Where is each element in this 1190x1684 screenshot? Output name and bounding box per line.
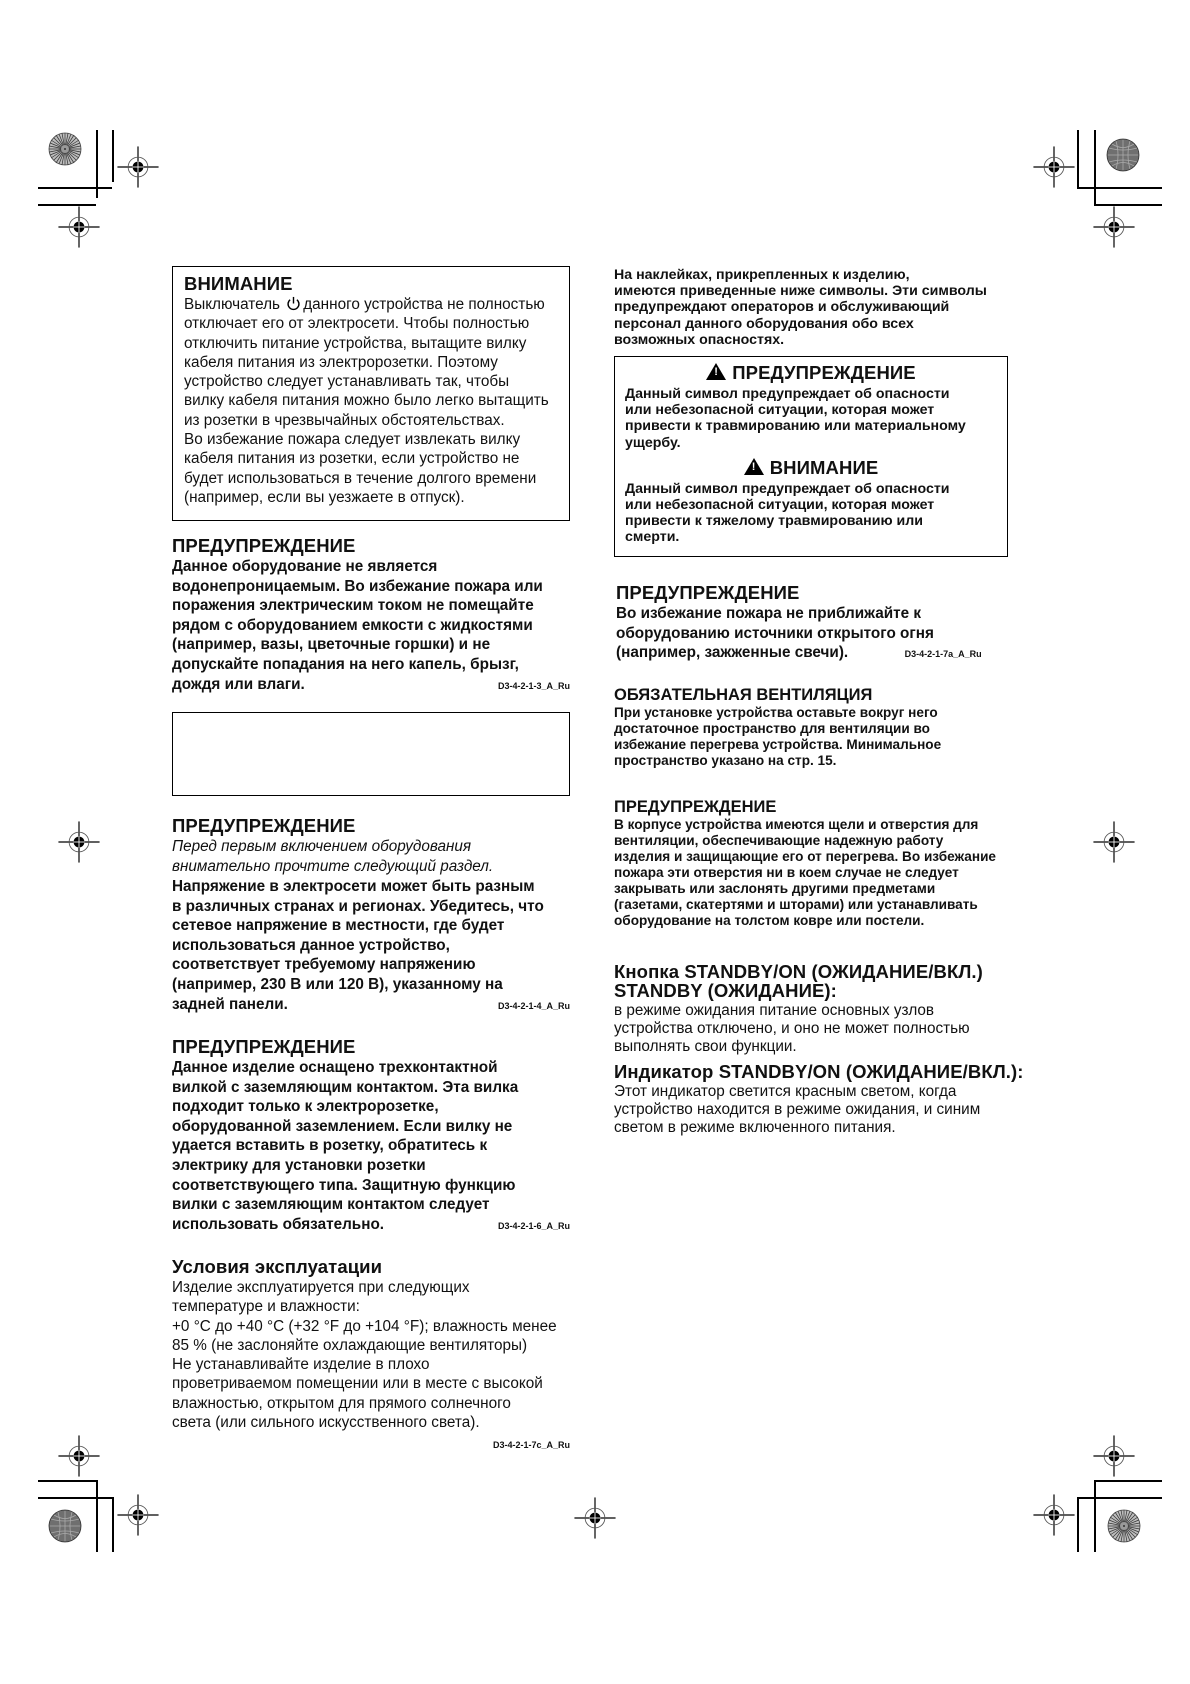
doc-code: D3-4-2-1-7c_A_Ru (492, 1440, 570, 1451)
caution-text-line: устройство следует устанавливать так, чтобы (184, 373, 510, 391)
section-title: ПРЕДУПРЕЖДЕНИЕ (614, 798, 777, 816)
intro-line: предупреждают операторов и обслуживающий (614, 299, 950, 316)
section-text-line: Этот индикатор светится красным светом, когда (614, 1083, 957, 1100)
caution-symbol-heading: !ВНИМАНИЕ (615, 457, 1007, 479)
section-text-line: допускайте попадания на него капель, брызг, (172, 655, 519, 673)
crop-mark (1094, 1480, 1096, 1552)
section-text-line: в различных странах и регионах. Убедитесь, что (172, 897, 544, 915)
section-text-line: достаточное пространство для вентиляции во (614, 721, 930, 736)
section-text-line: задней панели. (172, 995, 288, 1013)
intro-line: возможных опасностях. (614, 331, 785, 348)
symbol-text-line: Данный символ предупреждает об опасности (625, 480, 950, 497)
crosshair-registration-icon (571, 1494, 619, 1542)
symbol-text-line: привести к травмированию или материальному (625, 418, 966, 435)
crosshair-registration-icon (114, 143, 162, 191)
section-text-line: температуре и влажности: (172, 1298, 360, 1316)
section-text-line: поражения электрическим током не помещайте (172, 597, 534, 615)
starburst-target-icon (1107, 1509, 1141, 1543)
crosshair-registration-icon (55, 1432, 103, 1480)
crop-mark (1094, 130, 1096, 205)
standby-button-section (614, 962, 1044, 1056)
warning-triangle-icon (744, 458, 764, 475)
caution-text-line: отключить питание устройства, вытащите вилку (184, 334, 527, 352)
warning-voltage-section (172, 815, 570, 1014)
section-text-line: Во избежание пожара не приближайте к (616, 605, 922, 622)
caution-text-line: кабеля питания из розетки, если устройство не (184, 450, 520, 468)
crosshair-registration-icon (55, 818, 103, 866)
warning-symbol-heading: !ПРЕДУПРЕЖДЕНИЕ (615, 362, 1007, 384)
section-text-line: (например, вазы, цветочные горшки) и не (172, 636, 491, 654)
section-text-line: электрику для установки розетки (172, 1156, 426, 1174)
standby-indicator-section (614, 1061, 1054, 1137)
section-text-line: водонепроницаемым. Во избежание пожара или (172, 577, 543, 595)
section-text-line: При установке устройства оставьте вокруг него (614, 705, 938, 720)
crosshair-registration-icon (1090, 818, 1138, 866)
section-italic-line: Перед первым включением оборудования (172, 838, 472, 855)
caution-text-line: вилку кабеля питания можно было легко вытащить (184, 392, 549, 410)
warning-vents-section (614, 798, 1044, 929)
section-text-line: избежание перегрева устройства. Минимальное (614, 737, 942, 752)
section-text-line: (газетами, скатертями и шторами) или устанавливать (614, 897, 978, 912)
section-text-line: пространство указано на стр. 15. (614, 753, 837, 768)
crop-mark (38, 187, 112, 189)
operating-conditions-section (172, 1256, 570, 1453)
moire-target-icon (1106, 138, 1140, 172)
labels-intro (614, 267, 1034, 348)
section-subtitle: STANDBY (ОЖИДАНИЕ): (614, 980, 837, 1001)
symbol-text-line: привести к тяжелому травмированию или (625, 513, 923, 530)
section-text-line: использовать обязательно. (172, 1215, 385, 1233)
section-text-line: влажностью, открытом для прямого солнечного (172, 1394, 511, 1412)
section-text-line: сетевое напряжение в местности, где будет (172, 917, 505, 935)
section-text-line: света (или сильного искусственного света). (172, 1414, 480, 1432)
warning-plug-section (172, 1036, 570, 1234)
symbol-text-line: или небезопасной ситуации, которая может (625, 402, 935, 419)
section-text-line: 85 % (не заслоняйте охлаждающие вентиляторы) (172, 1336, 528, 1354)
crop-mark (38, 1497, 112, 1499)
crosshair-registration-icon (1090, 1432, 1138, 1480)
section-text-line: пожара эти отверстия ни в коем случае не следует (614, 865, 959, 880)
section-text-line: Данное оборудование не является (172, 558, 438, 575)
section-text-line: изделия и защищающие его от перегрева. Во избежание (614, 849, 996, 864)
starburst-target-icon (48, 132, 82, 166)
section-text-line: вентиляции, обеспечивающие надежную работу (614, 833, 944, 848)
section-text-line: вилкой с заземляющим контактом. Эта вилка (172, 1078, 519, 1096)
empty-box (172, 712, 570, 796)
section-text-line: оборудованию источники открытого огня (616, 624, 934, 642)
symbol-text-line: Данный символ предупреждает об опасности (625, 386, 950, 402)
caution-text-line: Во избежание пожара следует извлекать вилку (184, 431, 521, 449)
caution-text-line: будет использоваться в течение долгого времени (184, 469, 537, 487)
doc-code: D3-4-2-1-7a_A_Ru (904, 649, 982, 660)
intro-line: персонал данного оборудования обо всех (614, 315, 914, 332)
crop-mark (96, 1480, 98, 1552)
warning-triangle-icon (706, 363, 726, 380)
section-title: ОБЯЗАТЕЛЬНАЯ ВЕНТИЛЯЦИЯ (614, 686, 873, 704)
moire-target-icon (48, 1509, 82, 1543)
crop-mark (38, 1480, 96, 1482)
symbol-text-line: ущербу. (625, 434, 681, 451)
doc-code: D3-4-2-1-4_A_Ru (497, 1000, 570, 1011)
section-text-line: выполнять свои функции. (614, 1038, 797, 1055)
section-text-line: вилки с заземляющим контактом следует (172, 1196, 490, 1214)
symbol-text-line: или небезопасной ситуации, которая может (625, 497, 935, 514)
crosshair-registration-icon (1090, 203, 1138, 251)
caution-title: ВНИМАНИЕ (184, 273, 293, 294)
section-text-line: +0 °C до +40 °C (+32 °F до +104 °F); влажность менее (172, 1317, 557, 1335)
ventilation-section (614, 686, 1034, 769)
power-icon (286, 296, 301, 311)
section-text-line: в режиме ожидания питание основных узлов (614, 1002, 935, 1019)
section-text-line: Напряжение в электросети может быть разным (172, 878, 535, 895)
section-text-line: оборудованной заземлением. Если вилку не (172, 1117, 513, 1135)
section-text-line: светом в режиме включенного питания. (614, 1119, 896, 1136)
crop-mark (1077, 1497, 1162, 1499)
caution-text-line: из розетки в чрезвычайных обстоятельствах. (184, 411, 505, 429)
caution-text-line: отключает его от электросети. Чтобы полностью (184, 315, 530, 333)
section-title: Условия эксплуатации (172, 1256, 383, 1277)
symbols-box (614, 356, 1008, 557)
section-text-line: Не устанавливайте изделие в плохо (172, 1356, 430, 1374)
caution-text-line: кабеля питания из электророзетки. Поэтому (184, 353, 498, 371)
intro-line: имеются приведенные ниже символы. Эти символы (614, 283, 987, 300)
warning-fire-section (616, 582, 1016, 663)
doc-code: D3-4-2-1-3_A_Ru (497, 680, 570, 691)
warning-water-section (172, 535, 570, 694)
section-text-line: удается вставить в розетку, обратитесь к (172, 1137, 488, 1155)
section-text-line: В корпусе устройства имеются щели и отверстия для (614, 817, 979, 832)
section-title: ПРЕДУПРЕЖДЕНИЕ (172, 535, 356, 556)
section-text-line: устройство находится в режиме ожидания, и синим (614, 1101, 981, 1118)
section-text-line: подходит только к электророзетке, (172, 1098, 439, 1116)
section-text-line: устройства отключено, и оно не может полностью (614, 1020, 970, 1037)
section-text-line: закрывать или заслонять другими предметами (614, 881, 936, 896)
section-text-line: соответствующего типа. Защитную функцию (172, 1176, 516, 1194)
section-title: Кнопка STANDBY/ON (ОЖИДАНИЕ/ВКЛ.) (614, 961, 983, 982)
section-title: ПРЕДУПРЕЖДЕНИЕ (616, 582, 800, 603)
section-text-line: проветриваемом помещении или в месте с высокой (172, 1375, 543, 1393)
crop-mark (1094, 1480, 1162, 1482)
section-italic-line: внимательно прочтите следующий раздел. (172, 858, 494, 875)
caution-text-line: (например, если вы уезжаете в отпуск). (184, 488, 465, 506)
section-text-line: Изделие эксплуатируется при следующих (172, 1279, 470, 1296)
doc-code: D3-4-2-1-6_A_Ru (497, 1220, 570, 1231)
symbol-text-line: смерти. (625, 529, 680, 546)
crosshair-registration-icon (1030, 1491, 1078, 1539)
section-title: ПРЕДУПРЕЖДЕНИЕ (172, 815, 356, 836)
section-text-line: (например, 230 В или 120 В), указанному на (172, 975, 503, 993)
section-title: ПРЕДУПРЕЖДЕНИЕ (172, 1036, 356, 1057)
section-text-line: использоваться данное устройство, (172, 936, 450, 954)
intro-line: На наклейках, прикрепленных к изделию, (614, 267, 910, 283)
crop-mark (1077, 187, 1162, 189)
caution-line: Выключатель данного устройства не полностью (184, 296, 545, 313)
section-title: Индикатор STANDBY/ON (ОЖИДАНИЕ/ВКЛ.): (614, 1061, 1024, 1082)
crosshair-registration-icon (114, 1491, 162, 1539)
caution-box (172, 266, 570, 521)
section-text-line: дождя или влаги. (172, 675, 305, 693)
section-text-line: (например, зажженные свечи). (616, 644, 849, 662)
crosshair-registration-icon (1030, 143, 1078, 191)
section-text-line: оборудование на толстом ковре или постели. (614, 913, 925, 928)
section-text-line: соответствует требуемому напряжению (172, 956, 476, 974)
section-text-line: Данное изделие оснащено трехконтактной (172, 1059, 498, 1076)
section-text-line: рядом с оборудованием емкости с жидкостями (172, 616, 533, 634)
crosshair-registration-icon (55, 203, 103, 251)
